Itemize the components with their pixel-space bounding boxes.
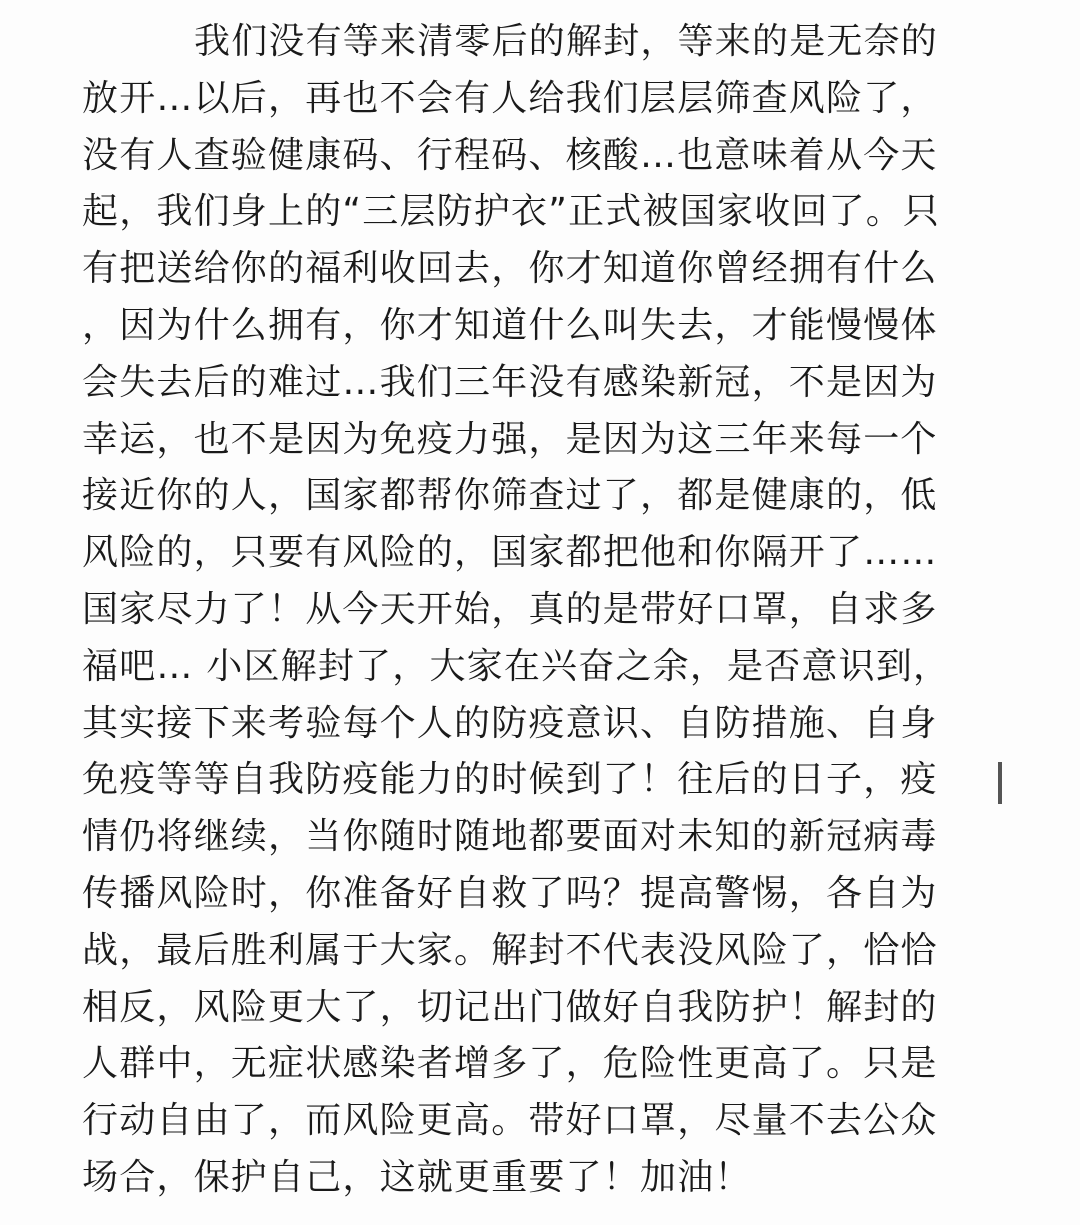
text-line: 场合，保护自己，这就更重要了！加油！ [82,1156,752,1198]
text-line: 我们没有等来清零后的解封，等来的是无奈的 [194,21,939,62]
text-line: ，因为什么拥有，你才知道什么叫失去，才能慢慢体 [82,304,938,346]
text-line: 传播风险时，你准备好自救了吗？提高警惕，各自为 [82,872,938,914]
text-line: 幸运，也不是因为免疫力强，是因为这三年来每一个 [82,418,938,460]
text-line: 没有人查验健康码、行程码、核酸…也意味着从今天 [82,134,938,176]
text-line: 风险的，只要有风险的，国家都把他和你隔开了…… [82,532,938,574]
text-line: 起，我们身上的“三层防护衣”正式被国家收回了。只 [82,191,941,233]
text-line: 有把送给你的福利收回去，你才知道你曾经拥有什么 [82,248,938,290]
text-line: 放开…以后，再也不会有人给我们层层筛查风险了， [82,77,938,119]
text-line: 接近你的人，国家都帮你筛查过了，都是健康的，低 [82,475,938,517]
text-line: 其实接下来考验每个人的防疫意识、自防措施、自身 [82,702,938,744]
text-line: 国家尽力了！从今天开始，真的是带好口罩，自求多 [82,588,938,630]
text-line: 免疫等等自我防疫能力的时候到了！往后的日子，疫 [82,759,938,801]
text-line: 行动自由了，而风险更高。带好口罩，尽量不去公众 [82,1100,938,1142]
text-line: 战，最后胜利属于大家。解封不代表没风险了，恰恰 [82,929,938,971]
text-line: 会失去后的难过…我们三年没有感染新冠，不是因为 [82,361,938,403]
text-line: 人群中，无症状感染者增多了，危险性更高了。只是 [82,1043,938,1085]
document-text [82,14,1002,1207]
text-line: 福吧… 小区解封了，大家在兴奋之余，是否意识到， [82,645,951,687]
text-line: 相反，风险更大了，切记出门做好自我防护！解封的 [82,986,938,1028]
text-cursor [998,762,1002,804]
text-line: 情仍将继续，当你随时随地都要面对未知的新冠病毒 [82,816,938,858]
